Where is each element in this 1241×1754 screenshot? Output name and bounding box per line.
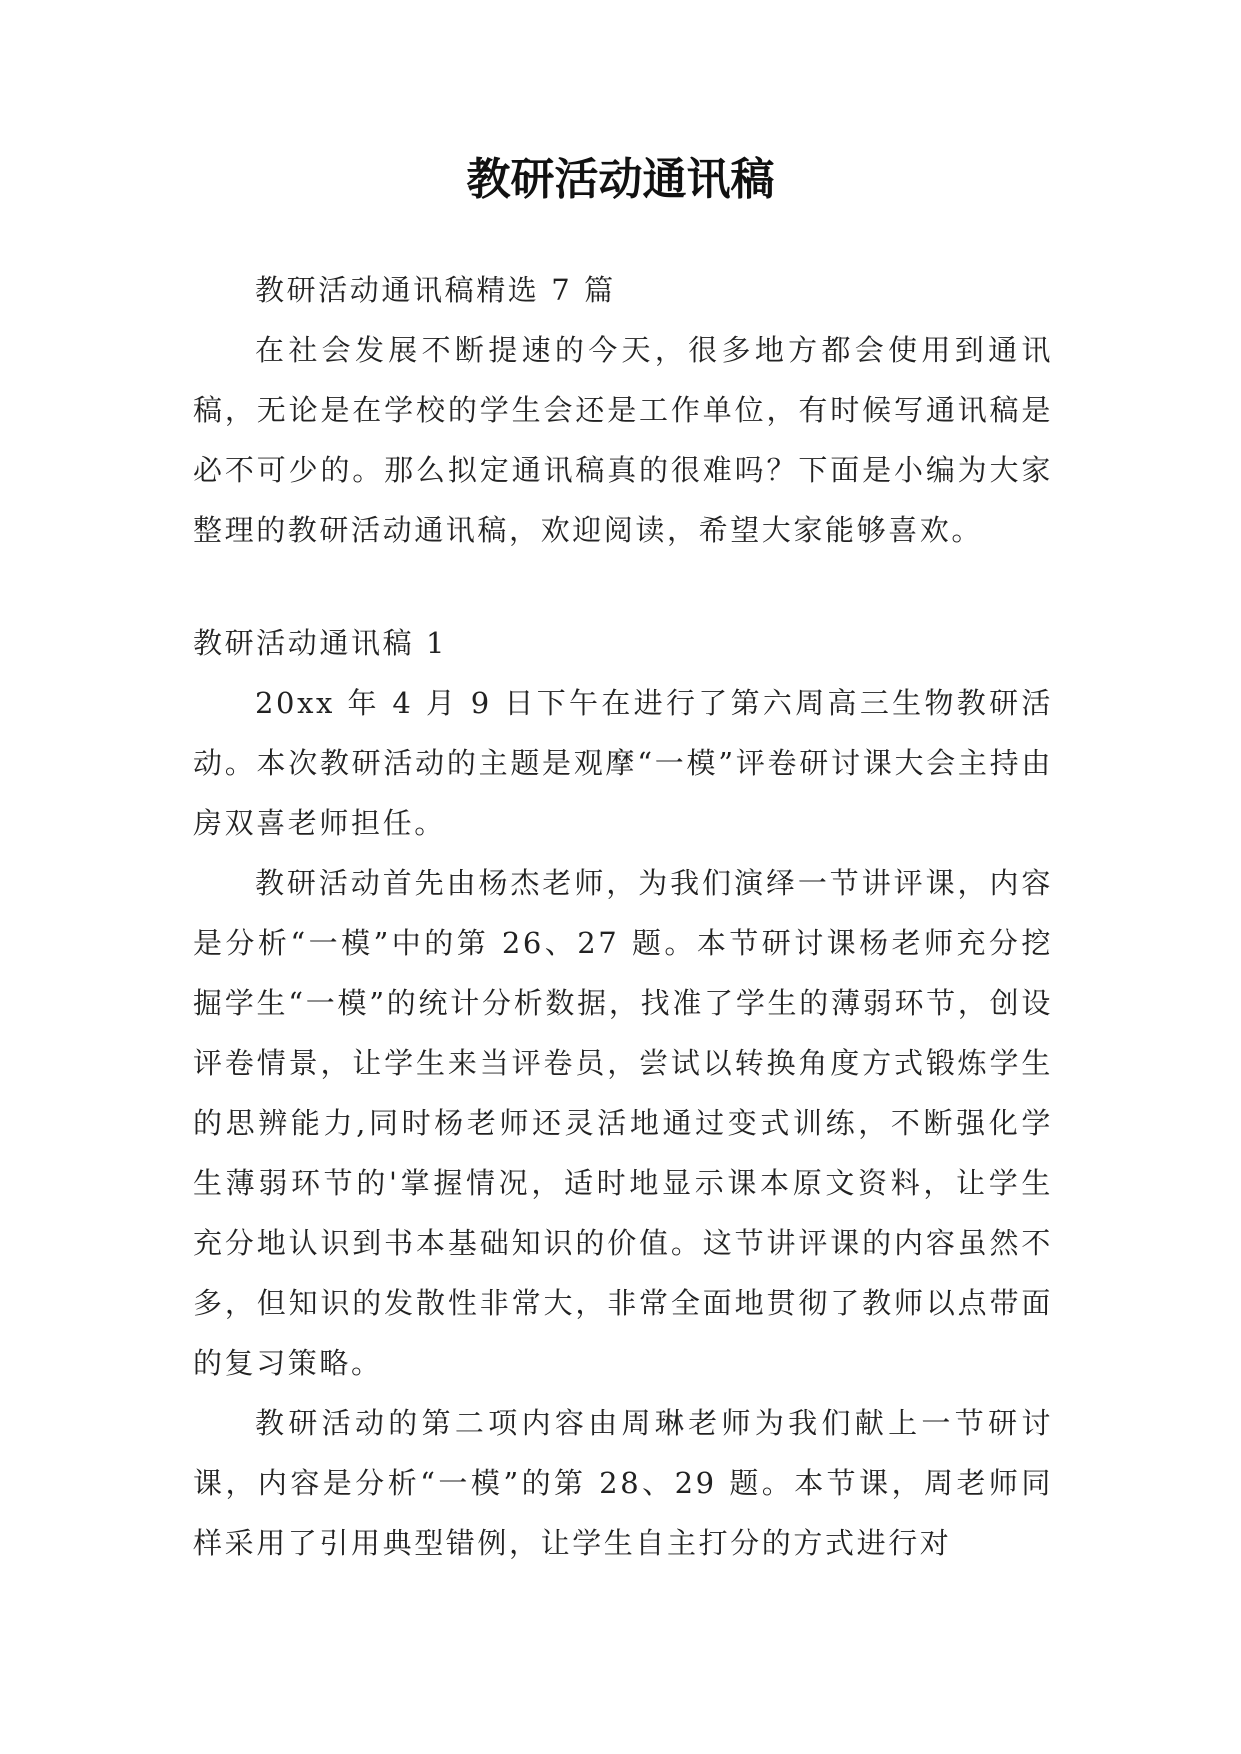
body-paragraph: 教研活动的第二项内容由周琳老师为我们献上一节研讨课，内容是分析“一模”的第 28、29 题。本节课，周老师同样采用了引用典型错例，让学生自主打分的方式进行对 [193,1406,1053,1560]
intro-paragraph: 在社会发展不断提速的今天，很多地方都会使用到通讯稿，无论是在学校的学生会还是工作单位，有时候写通讯稿是必不可少的。那么拟定通讯稿真的很难吗？下面是小编为大家整理的教研活动通讯稿，欢迎阅读，希望大家能够喜欢。 [193,333,1053,547]
section-heading: 教研活动通讯稿 1 [193,626,448,660]
body-paragraph: 教研活动首先由杨杰老师，为我们演绎一节讲评课，内容是分析“一模”中的第 26、27 题。本节研讨课杨老师充分挖掘学生“一模”的统计分析数据，找准了学生的薄弱环节，创设评卷情景，让学生来当评卷员，尝试以转换角度方式锻炼学生的思辨能力,同时杨老师还灵活地通过变式训练，不断强化学生薄弱环节的'掌握情况，适时地显示课本原文资料，让学生充分地认识到书本基础知识的价值。这节讲评课的内容虽然不多，但知识的发散性非常大，非常全面地贯彻了教师以点带面的复习策略。 [193,866,1053,1380]
subtitle-paragraph: 教研活动通讯稿精选 7 篇 [255,273,616,307]
document-title: 教研活动通讯稿 [466,154,775,205]
document-body [193,260,1053,1573]
body-paragraph: 20xx 年 4 月 9 日下午在进行了第六周高三生物教研活动。本次教研活动的主题是观摩“一模”评卷研讨课大会主持由房双喜老师担任。 [193,686,1053,840]
